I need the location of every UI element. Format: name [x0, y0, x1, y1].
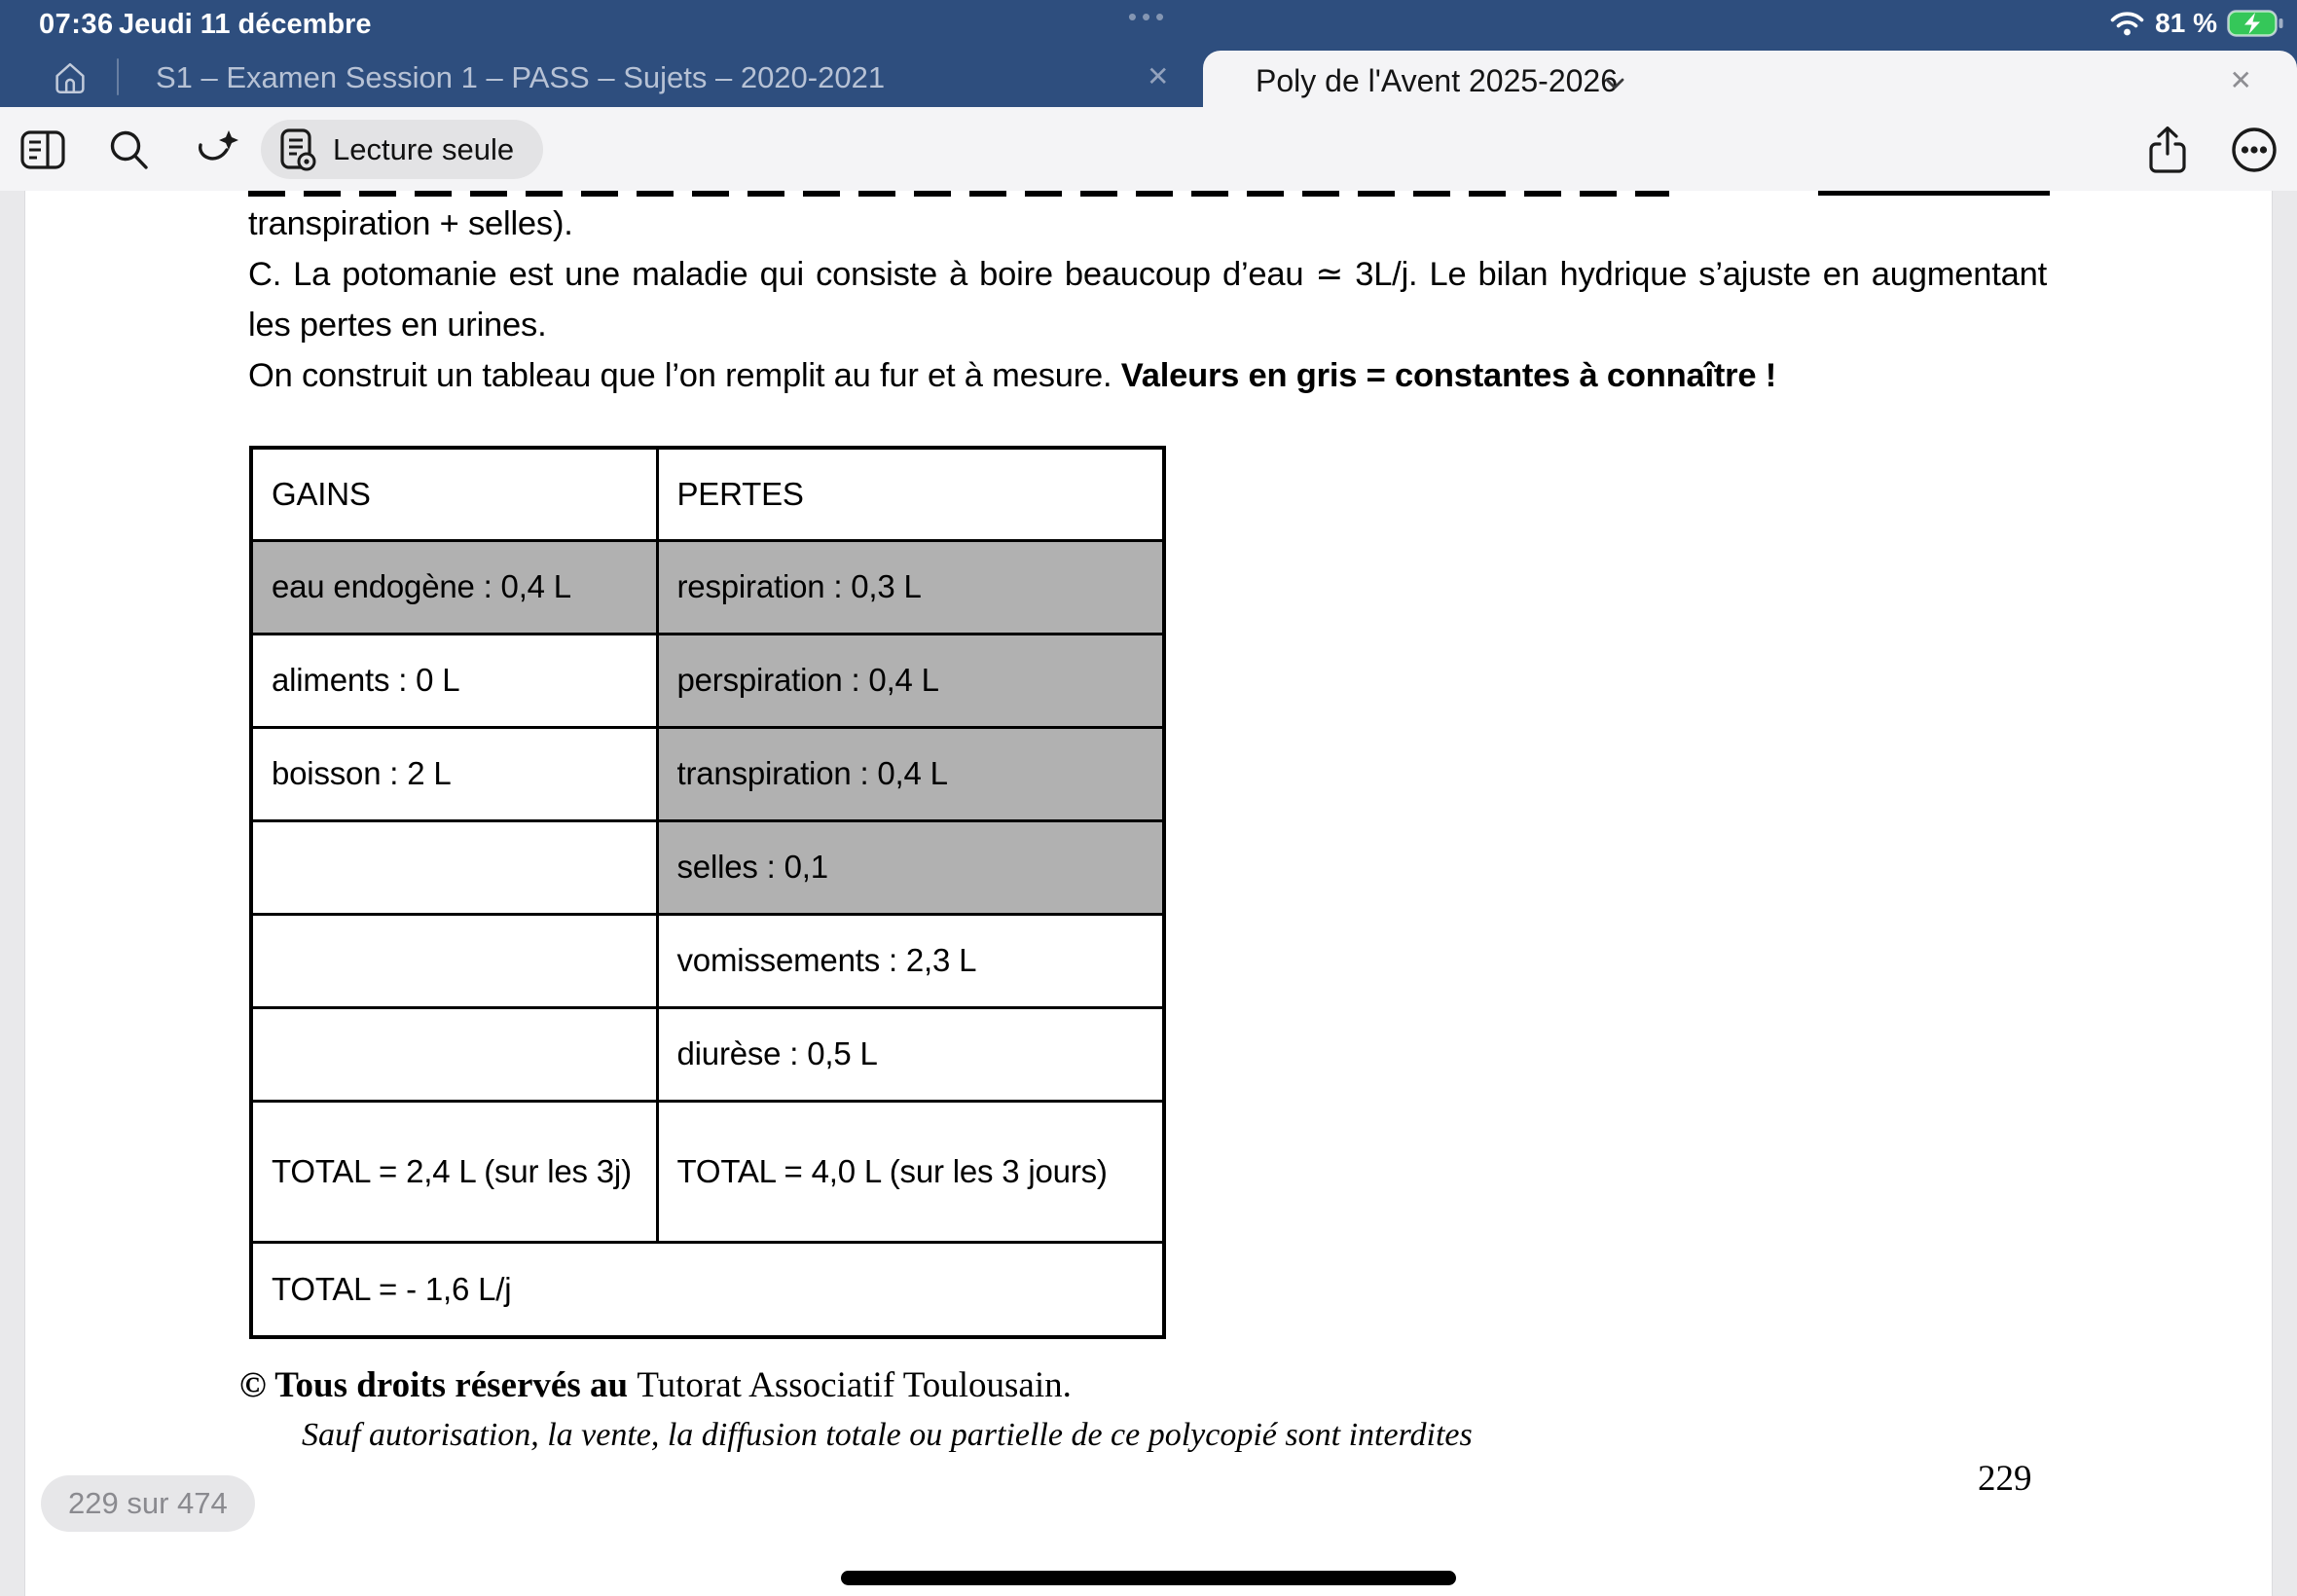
tab-bar	[0, 47, 2297, 107]
multitasking-dots-icon[interactable]: •••	[1127, 2, 1170, 31]
copyright-bold: © Tous droits réservés au	[239, 1365, 638, 1405]
doc-paragraph-potomanie: C. La potomanie est une maladie qui consiste à boire beaucoup d’eau ≃ 3L/j. Le bilan hydrique s’ajuste en augmentant les pertes en urines.	[248, 256, 2047, 344]
more-ellipsis-icon	[2230, 126, 2279, 174]
battery-charging-icon	[2227, 10, 2283, 37]
search-icon	[106, 127, 151, 172]
cell-total-pertes: TOTAL = 4,0 L (sur les 3 jours)	[657, 1101, 1164, 1242]
sidebar-toggle-button[interactable]	[19, 127, 66, 173]
clipped-text-line	[248, 191, 1669, 197]
table-row	[251, 820, 1164, 914]
read-only-label: Lecture seule	[333, 131, 515, 166]
tab-active-close-button[interactable]: ✕	[2229, 65, 2252, 95]
table-header-row	[251, 448, 1164, 540]
home-indicator-bar[interactable]	[841, 1571, 1456, 1585]
share-button[interactable]	[2144, 127, 2191, 173]
table-row-totals	[251, 1101, 1164, 1242]
copyright-line	[239, 1364, 1072, 1406]
cell-total-gains: TOTAL = 2,4 L (sur les 3j)	[251, 1101, 657, 1242]
cell-empty	[251, 1007, 657, 1101]
printed-page-number: 229	[1978, 1459, 2032, 1499]
table-row-balance	[251, 1242, 1164, 1337]
document-text	[248, 199, 2047, 401]
cell-boisson: boisson : 2 L	[251, 727, 657, 820]
tab-inactive-title[interactable]: S1 – Examen Session 1 – PASS – Sujets – 2020-2021	[156, 60, 886, 94]
cell-perspiration: perspiration : 0,4 L	[657, 634, 1164, 727]
cell-eau-endogene: eau endogène : 0,4 L	[251, 540, 657, 634]
cell-diurese: diurèse : 0,5 L	[657, 1007, 1164, 1101]
water-balance-table	[249, 446, 1166, 1339]
status-bar	[0, 0, 2297, 47]
wifi-icon	[2109, 10, 2145, 37]
table-row	[251, 540, 1164, 634]
chevron-down-icon[interactable]	[1604, 77, 1625, 91]
top-chrome	[0, 0, 2297, 107]
disclaimer-line: Sauf autorisation, la vente, la diffusion totale ou partielle de ce polycopié sont interdites	[302, 1417, 1473, 1453]
table-row	[251, 727, 1164, 820]
doc-intro-bold: Valeurs en gris = constantes à connaître !	[1120, 357, 1777, 394]
sidebar-icon	[19, 128, 66, 171]
table-row	[251, 634, 1164, 727]
document-readonly-icon	[278, 127, 319, 173]
cell-aliments: aliments : 0 L	[251, 634, 657, 727]
cell-selles: selles : 0,1	[657, 820, 1164, 914]
writing-tools-sparkle-icon	[192, 127, 240, 173]
share-icon	[2145, 125, 2190, 175]
battery-percent: 81 %	[2155, 8, 2217, 38]
more-options-button[interactable]	[2231, 127, 2278, 173]
clipped-text-line-bold	[1818, 191, 2050, 196]
status-date: Jeudi 11 décembre	[119, 9, 372, 40]
tab-active[interactable]	[1203, 51, 2297, 109]
copyright-regular: Tutorat Associatif Toulousain.	[637, 1365, 1072, 1405]
read-only-mode-button[interactable]	[261, 120, 543, 179]
cell-respiration: respiration : 0,3 L	[657, 540, 1164, 634]
doc-paragraph-intro	[248, 350, 2047, 401]
cell-total-balance: TOTAL = - 1,6 L/j	[251, 1242, 1164, 1337]
table-header-gains: GAINS	[251, 448, 657, 540]
page-position-badge: 229 sur 474	[41, 1475, 255, 1532]
reader-toolbar	[0, 107, 2297, 191]
table-row	[251, 1007, 1164, 1101]
doc-intro-regular: On construit un tableau que l’on remplit au fur et à mesure.	[248, 357, 1121, 394]
table-row	[251, 914, 1164, 1007]
writing-tools-button[interactable]	[193, 127, 239, 173]
pdf-page-area[interactable]	[0, 191, 2297, 1596]
status-right-cluster	[2109, 8, 2283, 39]
cell-vomissements: vomissements : 2,3 L	[657, 914, 1164, 1007]
tab-active-title[interactable]: Poly de l'Avent 2025-2026	[1256, 63, 1619, 98]
tab-inactive-close-button[interactable]: ✕	[1147, 61, 1170, 91]
search-button[interactable]	[105, 127, 152, 173]
table-header-pertes: PERTES	[657, 448, 1164, 540]
cell-transpiration: transpiration : 0,4 L	[657, 727, 1164, 820]
cell-empty	[251, 914, 657, 1007]
doc-line-transpiration: transpiration + selles).	[248, 205, 573, 242]
tab-separator	[117, 58, 119, 95]
home-icon	[50, 56, 91, 97]
status-time: 07:36	[39, 9, 114, 40]
home-button[interactable]	[49, 55, 91, 98]
cell-empty	[251, 820, 657, 914]
